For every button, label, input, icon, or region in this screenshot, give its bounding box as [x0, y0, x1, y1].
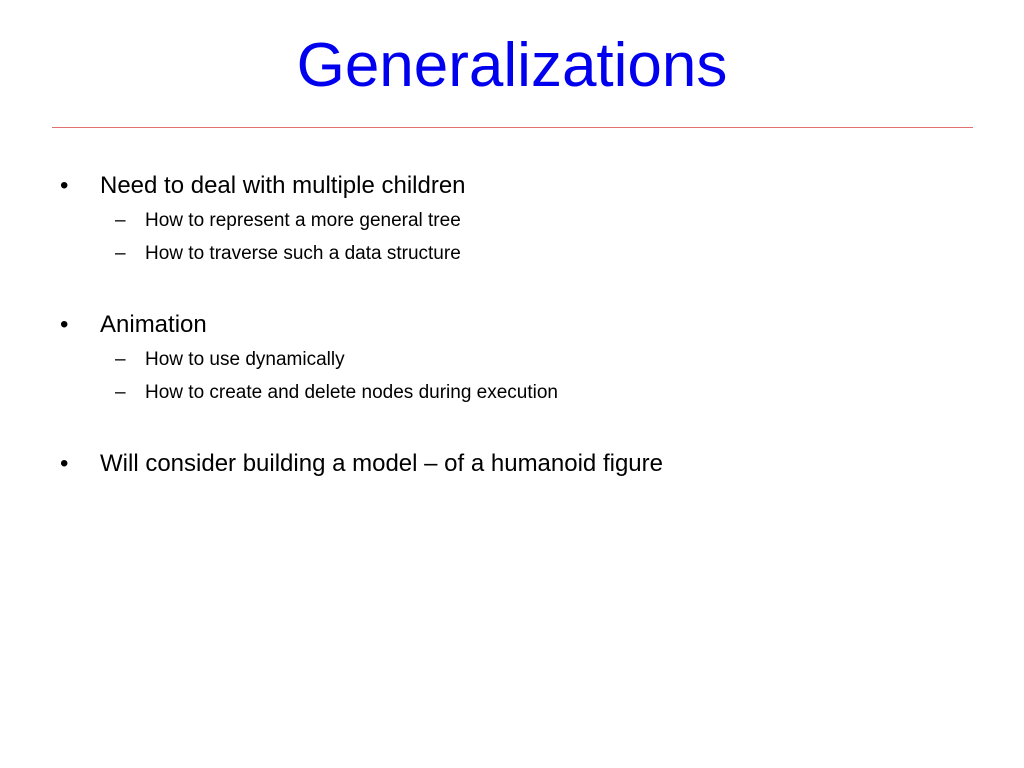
bullet-marker: • — [60, 172, 69, 199]
sub-bullet-text: How to use dynamically — [145, 349, 345, 370]
sub-bullet-text: How to traverse such a data structure — [145, 243, 461, 264]
sub-bullet-marker: – — [115, 243, 126, 264]
bullet-text: Need to deal with multiple children — [100, 172, 466, 199]
bullet-marker: • — [60, 311, 69, 338]
sub-bullet-marker: – — [115, 382, 126, 403]
bullet-text: Will consider building a model – of a humanoid figure — [100, 450, 663, 477]
sub-bullet-text: How to represent a more general tree — [145, 210, 461, 231]
bullet-marker: • — [60, 450, 69, 477]
slide-title: Generalizations — [296, 31, 728, 100]
sub-bullet-marker: – — [115, 210, 126, 231]
bullet-text: Animation — [100, 311, 207, 338]
sub-bullet-text: How to create and delete nodes during execution — [145, 382, 558, 403]
sub-bullet-marker: – — [115, 349, 126, 370]
